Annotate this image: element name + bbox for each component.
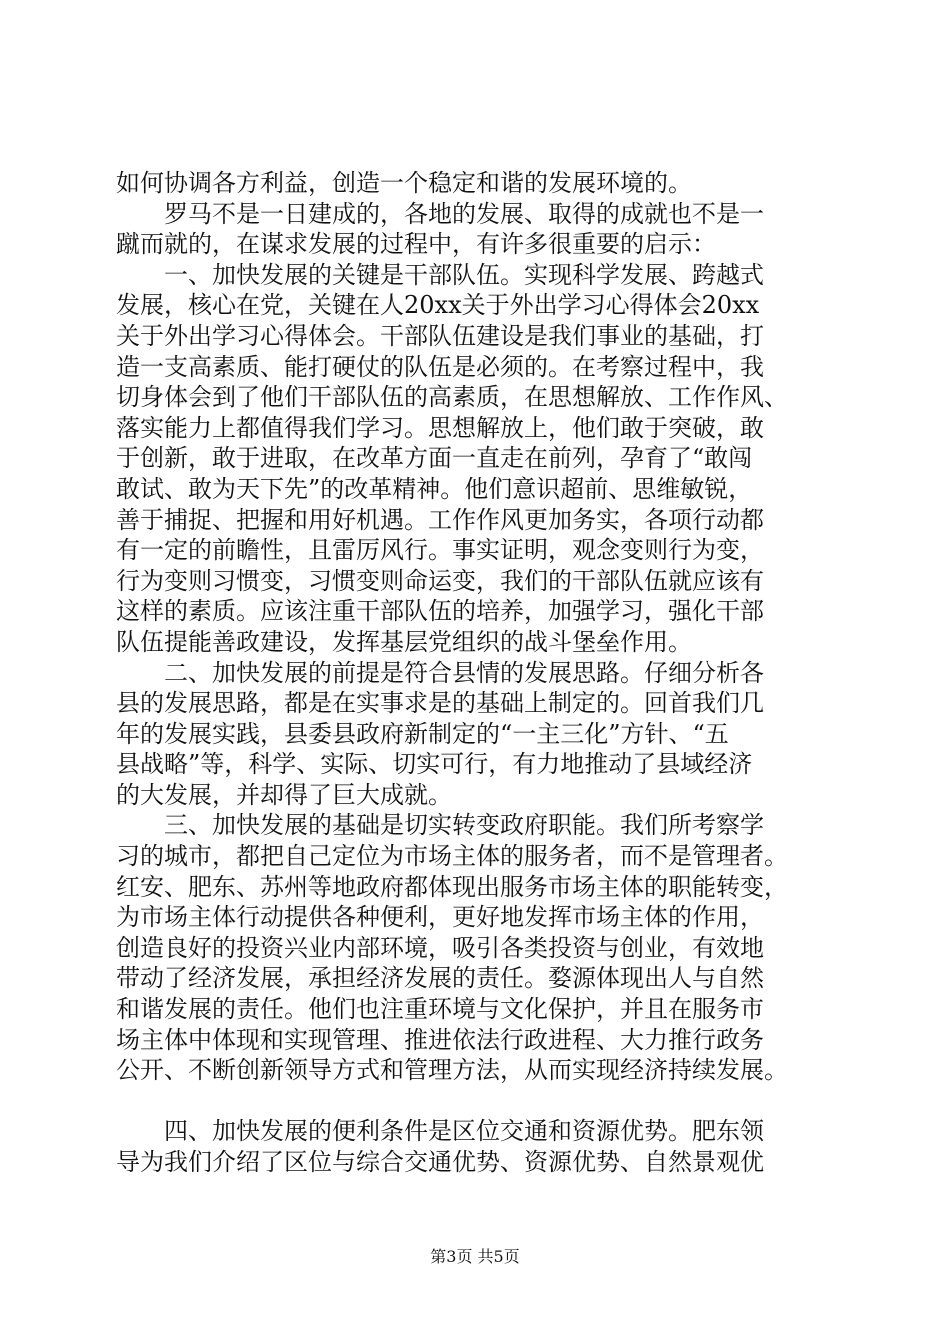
text-line: 如何协调各方利益，创造一个稳定和谐的发展环境的。 xyxy=(116,169,692,197)
text-line: 蹴而就的，在谋求发展的过程中，有许多很重要的启示： xyxy=(116,230,716,259)
text-line: 这样的素质。应该注重干部队伍的培养，加强学习，强化干部 xyxy=(116,597,764,626)
text-line: 落实能力上都值得我们学习。思想解放上，他们敢于突破，敢 xyxy=(116,413,764,442)
text-line: 四、加快发展的便利条件是区位交通和资源优势。肥东领 xyxy=(116,1117,764,1146)
paragraph-gap xyxy=(116,1086,840,1117)
text-line: 罗马不是一日建成的，各地的发展、取得的成就也不是一 xyxy=(116,199,764,228)
text-line: 创造良好的投资兴业内部环境，吸引各类投资与创业，有效地 xyxy=(116,933,764,962)
text-line: 发展，核心在党，关键在人20xx关于外出学习心得体会20xx xyxy=(116,291,760,320)
text-line: 年的发展实践，县委县政府新制定的“一主三化”方针、“五 xyxy=(116,719,729,748)
text-line: 公开、不断创新领导方式和管理方法，从而实现经济持续发展。 xyxy=(116,1056,788,1085)
text-line: 三、加快发展的基础是切实转变政府职能。我们所考察学 xyxy=(116,811,764,840)
text-line: 队伍提能善政建设，发挥基层党组织的战斗堡垒作用。 xyxy=(116,627,692,656)
text-line: 造一支高素质、能打硬仗的队伍是必须的。在考察过程中，我 xyxy=(116,352,764,381)
text-line: 为市场主体行动提供各种便利，更好地发挥市场主体的作用， xyxy=(116,903,764,932)
text-line: 于创新，敢于进取，在改革方面一直走在前列，孕育了“敢闯 xyxy=(116,444,753,473)
text-line: 善于捕捉、把握和用好机遇。工作作风更加务实，各项行动都 xyxy=(116,505,764,534)
text-line: 带动了经济发展，承担经济发展的责任。婺源体现出人与自然 xyxy=(116,964,764,993)
text-line: 和谐发展的责任。他们也注重环境与文化保护，并且在服务市 xyxy=(116,995,764,1024)
text-line: 切身体会到了他们干部队伍的高素质，在思想解放、工作作风、 xyxy=(116,383,788,412)
text-line: 关于外出学习心得体会。干部队伍建设是我们事业的基础，打 xyxy=(116,321,764,350)
text-line: 红安、肥东、苏州等地政府都体现出服务市场主体的职能转变， xyxy=(116,872,788,901)
text-line: 二、加快发展的前提是符合县情的发展思路。仔细分析各 xyxy=(116,658,764,687)
text-line: 场主体中体现和实现管理、推进依法行政进程、大力推行政务 xyxy=(116,1025,764,1054)
text-line: 习的城市，都把自己定位为市场主体的服务者，而不是管理者。 xyxy=(116,842,788,871)
text-line: 有一定的前瞻性，且雷厉风行。事实证明，观念变则行为变， xyxy=(116,536,764,565)
text-line: 导为我们介绍了区位与综合交通优势、资源优势、自然景观优 xyxy=(116,1148,764,1176)
text-line: 行为变则习惯变，习惯变则命运变，我们的干部队伍就应该有 xyxy=(116,566,764,595)
document-body xyxy=(116,168,840,1178)
text-line: 县战略”等，科学、实际、切实可行，有力地推动了县域经济 xyxy=(116,750,753,779)
text-line: 一、加快发展的关键是干部队伍。实现科学发展、跨越式 xyxy=(116,260,764,289)
text-line: 县的发展思路，都是在实事求是的基础上制定的。回首我们几 xyxy=(116,689,764,718)
text-line: 的大发展，并却得了巨大成就。 xyxy=(116,780,452,809)
text-line: 敢试、敢为天下先”的改革精神。他们意识超前、思维敏锐， xyxy=(116,474,753,503)
page-footer: 第3页 共5页 xyxy=(430,1247,520,1266)
